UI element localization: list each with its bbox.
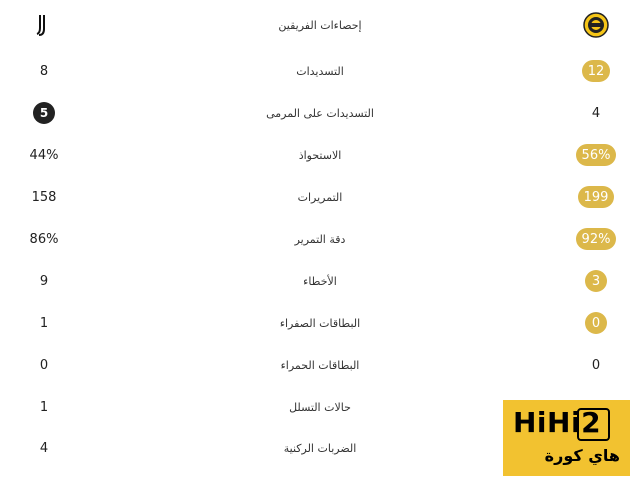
left-value: 4 xyxy=(39,440,49,456)
stat-row-shots xyxy=(0,56,640,86)
stat-row-possession xyxy=(0,140,640,170)
stat-row-pass-accuracy xyxy=(0,224,640,254)
stat-label: الاستحواذ xyxy=(298,148,342,162)
right-value: 0 xyxy=(591,357,601,373)
right-value: 4 xyxy=(591,105,601,121)
left-value: 1 xyxy=(39,399,49,415)
left-value-badge: 5 xyxy=(33,102,55,124)
watermark-logo xyxy=(503,400,630,476)
stat-row-fouls xyxy=(0,266,640,296)
right-value-badge: 3 xyxy=(585,270,607,292)
stats-title-cell xyxy=(160,10,480,40)
stat-label: التمريرات xyxy=(297,190,343,204)
stat-label: الأخطاء xyxy=(303,274,337,288)
right-value-badge: 56% xyxy=(576,144,617,166)
right-value-badge: 199 xyxy=(578,186,615,208)
stat-label: حالات التسلل xyxy=(289,400,351,414)
stat-label: دقة التمرير xyxy=(294,232,346,246)
stat-row-yellow-cards xyxy=(0,308,640,338)
left-value: 0 xyxy=(39,357,49,373)
stats-header xyxy=(0,10,640,40)
stat-label: الضربات الركنية xyxy=(283,441,357,455)
left-value: 9 xyxy=(39,273,49,289)
right-value-badge: 92% xyxy=(576,228,617,250)
stats-title: إحصاءات الفريقين xyxy=(278,18,362,32)
bodo-glimt-logo-icon xyxy=(583,12,609,38)
left-value: 8 xyxy=(39,63,49,79)
left-value: 86% xyxy=(29,231,59,247)
stat-label: التسديدات xyxy=(296,64,344,78)
juventus-logo-icon xyxy=(35,14,53,36)
right-value-badge: 12 xyxy=(582,60,611,82)
left-value: 158 xyxy=(31,189,57,205)
stat-label: البطاقات الصفراء xyxy=(279,316,361,330)
stat-row-passes xyxy=(0,182,640,212)
stat-row-shots-on-target xyxy=(0,98,640,128)
watermark-arabic: هاي كورة xyxy=(544,446,620,465)
stat-label: البطاقات الحمراء xyxy=(280,358,360,372)
right-team-logo-cell xyxy=(556,10,636,40)
stat-label: التسديدات على المرمى xyxy=(266,106,374,120)
left-value: 44% xyxy=(29,147,59,163)
watermark-brand: HiHi2 xyxy=(513,406,602,439)
left-team-logo-cell xyxy=(4,10,84,40)
stat-row-red-cards xyxy=(0,350,640,380)
right-value-badge: 0 xyxy=(585,312,607,334)
left-value: 1 xyxy=(39,315,49,331)
